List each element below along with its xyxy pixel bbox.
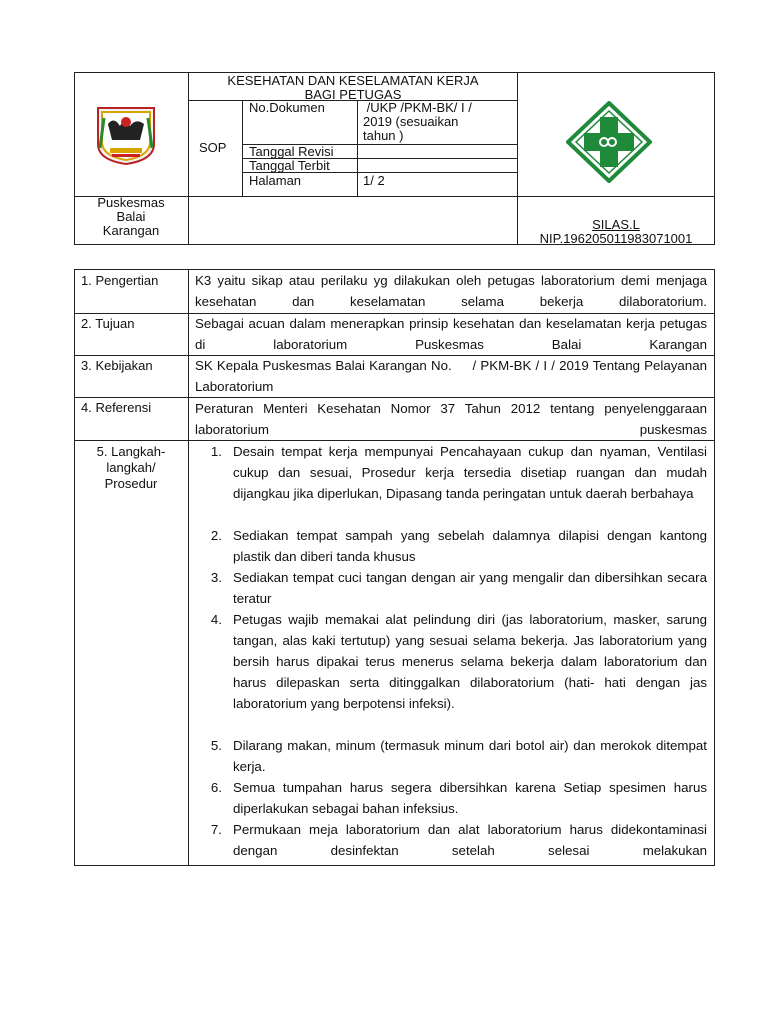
pengertian-text: K3 yaitu sikap atau perilaku yg dilakukan oleh petugas laboratorium demi menjaga kesehatan dan keselamatan selama bekerja dilaboratorium. (195, 273, 707, 309)
divider (242, 100, 243, 196)
tujuan-label: 2. Tujuan (81, 316, 135, 331)
label-line: langkah/ (106, 460, 156, 475)
tanggal-revisi-label: Tanggal Revisi (249, 144, 334, 159)
pengertian-label: 1. Pengertian (81, 273, 159, 288)
referensi-text: Peraturan Menteri Kesehatan Nomor 37 Tahun 2012 tentang penyelenggaraan laboratorium puskesmas (195, 401, 707, 437)
step-text: Dilarang makan, minum (termasuk minum dari botol air) dan merokok ditempat kerja. (233, 738, 707, 774)
step-number: 6. (210, 780, 222, 795)
org-line: Balai (116, 209, 146, 224)
tujuan-text: Sebagai acuan dalam menerapkan prinsip kesehatan dan keselamatan kerja petugas di laboratorium Puskesmas Balai Karangan (195, 316, 707, 352)
step-number: 1. (210, 444, 222, 459)
step-text: Sediakan tempat cuci tangan dengan air yang mengalir dan dibersihkan secara teratur (233, 570, 707, 606)
step-text: Desain tempat kerja mempunyai Pencahayaan cukup dan nyaman, Ventilasi cukup dan sesuai, Prosedur kerja tersedia disetiap ruangan dan mudah dijangkau jika diperlukan, Dipasang tanda peringatan untuk daerah berbahaya (233, 444, 707, 501)
signer-name: SILAS.L (592, 217, 640, 232)
halaman-label: Halaman (249, 173, 302, 188)
step-number: 4. (210, 612, 222, 627)
puskesmas-logo-icon (566, 101, 652, 183)
step-number: 7. (210, 822, 222, 837)
label-line: 5. Langkah- (96, 444, 166, 459)
step-text: Petugas wajib memakai alat pelindung diri (jas laboratorium, masker, sarung tangan, alas kaki tertutup) yang sesuai selama bekerja. Jas laboratorium yang bersih harus dipakai terus menerus selama bekerja dalam laboratorium dan harus dilepaskan serta ditinggalkan dilaboratorium (hati- hati dengan jas laboratorium yang berpotensi infeksi). (233, 612, 707, 711)
sop-title (189, 74, 517, 102)
org-name (74, 196, 188, 238)
value-line: /UKP /PKM-BK/ I / (363, 100, 472, 115)
no-dokumen-value (363, 101, 515, 143)
divider (188, 269, 189, 866)
label-line: Prosedur (104, 476, 158, 491)
step-number: 3. (210, 570, 222, 585)
step-number: 5. (210, 738, 222, 753)
org-line: Karangan (102, 223, 160, 238)
step-text: Sediakan tempat sampah yang sebelah dalamnya dilapisi dengan kantong plastik dan diberi tanda khusus (233, 528, 707, 564)
step-text: Permukaan meja laboratorium dan alat laboratorium harus didekontaminasi dengan desinfektan setelah selesai melakukan (233, 822, 707, 858)
regency-emblem-icon (90, 104, 162, 166)
org-line: Puskesmas (97, 195, 165, 210)
referensi-label: 4. Referensi (81, 400, 152, 415)
no-dokumen-label: No.Dokumen (249, 100, 325, 115)
signer-nip: NIP.196205011983071001 (539, 231, 693, 246)
step-text: Semua tumpahan harus segera dibersihkan karena Setiap spesimen harus diperlakukan sebagai bahan infeksius. (233, 780, 707, 816)
sop-label: SOP (199, 140, 227, 155)
step-number: 2. (210, 528, 222, 543)
halaman-value: 1/ 2 (363, 173, 385, 188)
prosedur-label (74, 444, 188, 492)
divider (357, 100, 358, 196)
signer-block (517, 218, 715, 246)
kebijakan-text: SK Kepala Puskesmas Balai Karangan No. / PKM-BK / I / 2019 Tentang Pelayanan Laboratorium (195, 358, 711, 394)
value-line: 2019 (sesuaikan (363, 114, 459, 129)
kebijakan-label: 3. Kebijakan (81, 358, 153, 373)
tanggal-terbit-label: Tanggal Terbit (249, 158, 330, 173)
title-line: KESEHATAN DAN KESELAMATAN KERJA (227, 73, 479, 88)
value-line: tahun ) (363, 128, 404, 143)
title-line: BAGI PETUGAS (304, 87, 402, 102)
